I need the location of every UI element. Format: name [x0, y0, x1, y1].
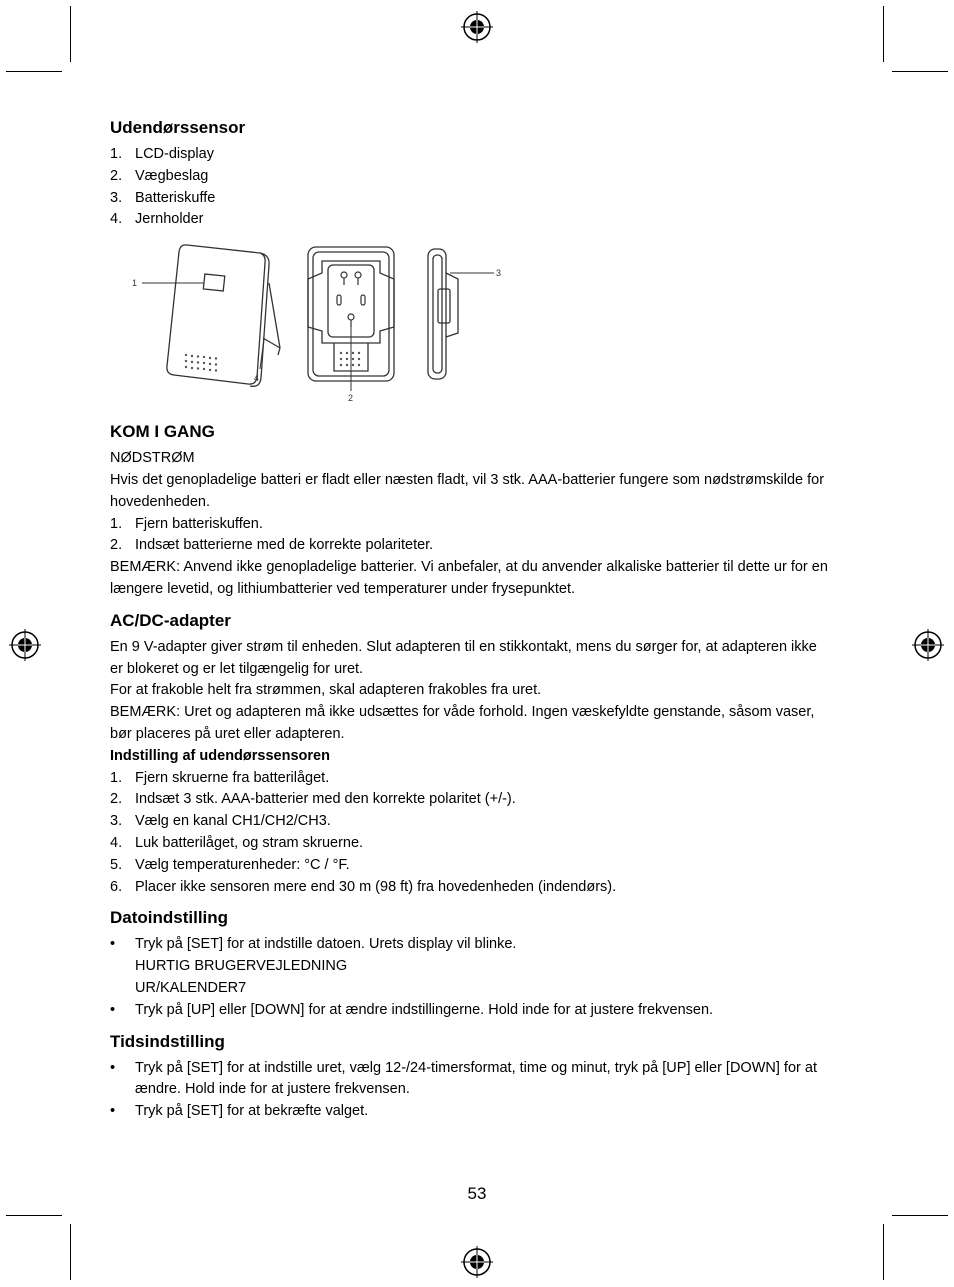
- list-item: 1. Fjern skruerne fra batterilåget.: [110, 769, 330, 786]
- crop-mark: [883, 1224, 884, 1280]
- subheading-nodstrom: NØDSTRØM: [110, 450, 195, 467]
- list-item: 2. Indsæt 3 stk. AAA-batterier med den korrekte polaritet (+/-).: [110, 791, 516, 808]
- list-item: 4. Luk batterilåget, og stram skruerne.: [110, 834, 364, 851]
- section-heading-sensor: Udendørssensor: [110, 118, 246, 137]
- list-item: • Tryk på [UP] eller [DOWN] for at ændre indstillingerne. Hold inde for at justere frekvensen.: [110, 1001, 714, 1018]
- callout-label: 3: [496, 268, 502, 279]
- registration-mark-icon: [912, 629, 944, 661]
- list-item: 3. Batteriskuffe: [110, 189, 216, 206]
- crop-mark: [70, 6, 71, 62]
- section-heading-adapter: AC/DC-adapter: [110, 610, 231, 630]
- steps-list: [110, 768, 830, 899]
- list-item: • Tryk på [SET] for at indstille datoen. Urets display vil blinke. HURTIG BRUGERVEJLEDNING UR/KALENDER7: [110, 936, 517, 996]
- page-number: 53: [467, 1184, 487, 1203]
- list-item: 1. Fjern batteriskuffen.: [110, 515, 263, 532]
- registration-mark-icon: [461, 1246, 493, 1278]
- section-heading-kom-i-gang: KOM I GANG: [110, 422, 215, 442]
- paragraph: En 9 V-adapter giver strøm til enheden. Slut adapteren til en stikkontakt, mens du sørger for, at adapteren ikke er blokeret og er let tilgængelig for uret.: [110, 638, 817, 677]
- list-item: 2. Vægbeslag: [110, 167, 209, 184]
- crop-mark: [892, 1215, 948, 1216]
- crop-mark: [6, 1215, 62, 1216]
- crop-mark: [6, 71, 62, 72]
- bullet-list: [110, 934, 830, 1021]
- bullet-list: [110, 1058, 830, 1123]
- list-item: 5. Vælg temperaturenheder: °C / °F.: [110, 856, 350, 873]
- list-item: 6. Placer ikke sensoren mere end 30 m (98 ft) fra hovedenheden (indendørs).: [110, 878, 617, 895]
- sensor-front-view: [167, 245, 280, 386]
- paragraph: For at frakoble helt fra strømmen, skal adapteren frakobles fra uret.: [110, 682, 542, 699]
- registration-mark-icon: [9, 629, 41, 661]
- registration-mark-icon: [461, 11, 493, 43]
- note-paragraph: BEMÆRK: Anvend ikke genopladelige batterier. Vi anbefaler, at du anvender alkaliske batterier til dette ur for en længere levetid, og lithiumbatterier ved temperaturer under frysepunktet.: [110, 559, 828, 597]
- list-item: 4. Jernholder: [110, 211, 204, 228]
- note-paragraph: BEMÆRK: Uret og adapteren må ikke udsættes for våde forhold. Ingen væskefyldte genstande, såsom vaser, bør placeres på uret eller adapteren.: [110, 704, 815, 742]
- section-heading-tid: Tidsindstilling: [110, 1031, 225, 1051]
- callout-label: 4: [254, 373, 260, 384]
- page-content: [110, 118, 830, 1123]
- crop-mark: [892, 71, 948, 72]
- list-item: • Tryk på [SET] for at indstille uret, vælg 12-/24-timersformat, time og minut, tryk på [UP] eller [DOWN] for at ændre. Hold inde for at justere frekvensen.: [110, 1059, 817, 1098]
- callout-label: 1: [132, 278, 138, 289]
- subheading-sensor-setup: Indstilling af udendørssensoren: [110, 747, 330, 764]
- callout-label: 2: [348, 393, 354, 404]
- sensor-side-view: [428, 249, 458, 379]
- crop-mark: [70, 1224, 71, 1280]
- list-item: 1. LCD-display: [110, 146, 214, 162]
- list-item: • Tryk på [SET] for at bekræfte valget.: [110, 1103, 369, 1120]
- crop-mark: [883, 6, 884, 62]
- list-item: 3. Vælg en kanal CH1/CH2/CH3.: [110, 813, 331, 830]
- steps-list: [110, 514, 830, 558]
- section-heading-dato: Datoindstilling: [110, 908, 229, 928]
- paragraph: Hvis det genopladelige batteri er fladt eller næsten fladt, vil 3 stk. AAA-batterier fungere som nødstrømskilde for hovedenheden.: [110, 471, 825, 510]
- sensor-parts-list: [110, 144, 830, 231]
- sensor-illustration: [132, 243, 532, 403]
- list-item: 2. Indsæt batterierne med de korrekte polariteter.: [110, 537, 434, 554]
